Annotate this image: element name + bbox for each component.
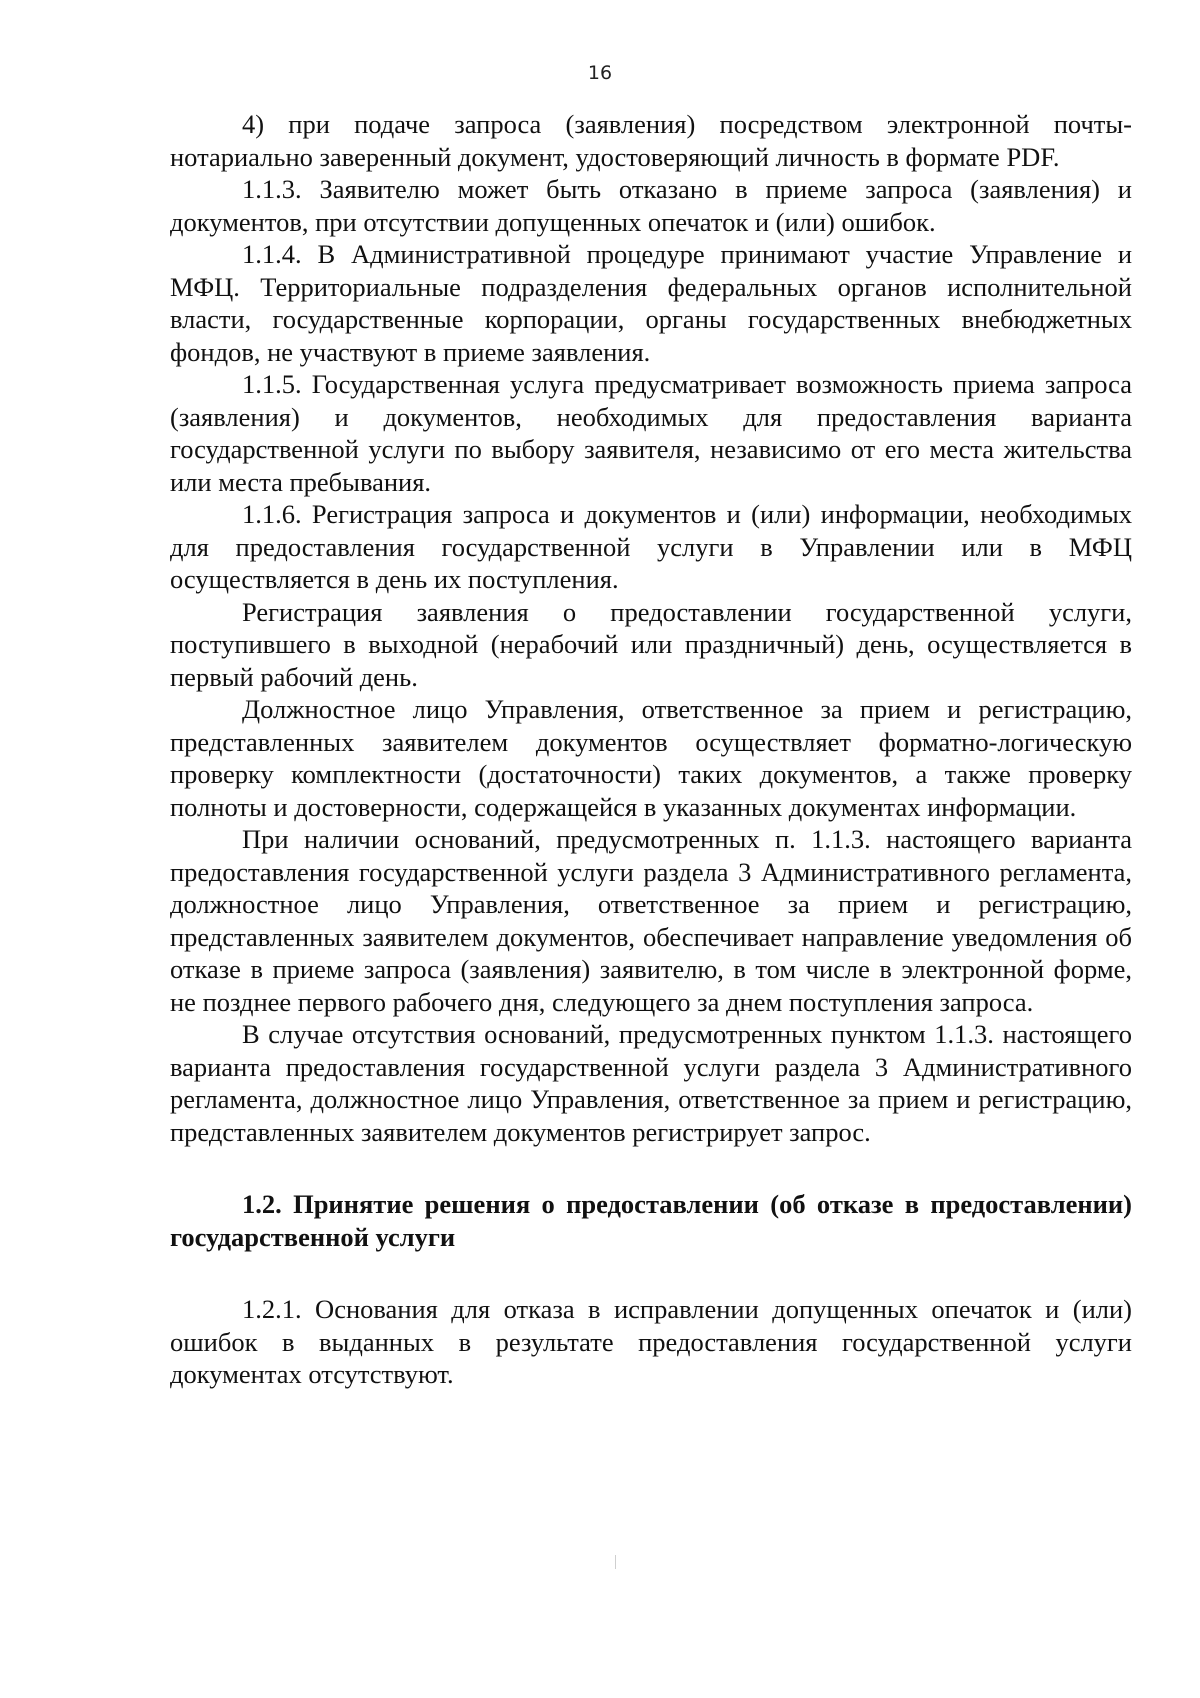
paragraph-registration-holiday: Регистрация заявления о предоставлении государственной услуги, поступившего в выходной (нерабочий или праздничный) день, осуществляется в первый рабочий день. (170, 596, 1132, 692)
paragraph-registration-request: В случае отсутствия оснований, предусмотренных пунктом 1.1.3. настоящего варианта предоставления государственной услуги раздела 3 Административного регламента, должностное лицо Управления, ответственное за прием и регистрацию, представленных заявителем документов регистрирует запрос. (170, 1019, 1132, 1147)
paragraph-refusal-notice: При наличии оснований, предусмотренных п. 1.1.3. настоящего варианта предоставления государственной услуги раздела 3 Административного регламента, должностное лицо Управления, ответственное за прием и регистрацию, представленных заявителем документов, обеспечивает направление уведомления об отказе в приеме запроса (заявления) заявителю, в том числе в электронной форме, не позднее первого рабочего дня, следующего за днем поступления запроса. (170, 824, 1132, 1017)
paragraph-item-4-email: 4) при подаче запроса (заявления) посредством электронной почты- нотариально заверенный документ, удостоверяющий личность в формате PDF. (170, 109, 1132, 172)
paragraph-1-1-6: 1.1.6. Регистрация запроса и документов и (или) информации, необходимых для предоставления государственной услуги в Управлении или в МФЦ осуществляется в день их поступления. (170, 499, 1132, 594)
paragraph-1-1-5: 1.1.5. Государственная услуга предусматривает возможность приема запроса (заявления) и документов, необходимых для предоставления варианта государственной услуги по выбору заявителя, независимо от его места жительства или места пребывания. (170, 369, 1132, 497)
paragraph-official-check: Должностное лицо Управления, ответственное за прием и регистрацию, представленных заявителем документов осуществляет форматно-логическую проверку комплектности (достаточности) таких документов, а также проверку полноты и достоверности, содержащейся в указанных документах информации. (170, 694, 1132, 822)
document-body (170, 108, 1132, 1391)
scan-artifact (615, 1555, 616, 1569)
paragraph-1-1-3: 1.1.3. Заявителю может быть отказано в приеме запроса (заявления) и документов, при отсутствии допущенных опечаток и (или) ошибок. (170, 174, 1132, 237)
page-number: 16 (587, 62, 613, 84)
paragraph-1-1-4: 1.1.4. В Административной процедуре принимают участие Управление и МФЦ. Территориальные подразделения федеральных органов исполнительной власти, государственные корпорации, органы государственных внебюджетных фондов, не участвуют в приеме заявления. (170, 239, 1132, 367)
paragraph-1-2-1: 1.2.1. Основания для отказа в исправлении допущенных опечаток и (или) ошибок в выданных в результате предоставления государственной услуги документах отсутствуют. (170, 1294, 1132, 1389)
section-heading-1-2: 1.2. Принятие решения о предоставлении (об отказе в предоставлении) государственной услуги (170, 1189, 1132, 1252)
